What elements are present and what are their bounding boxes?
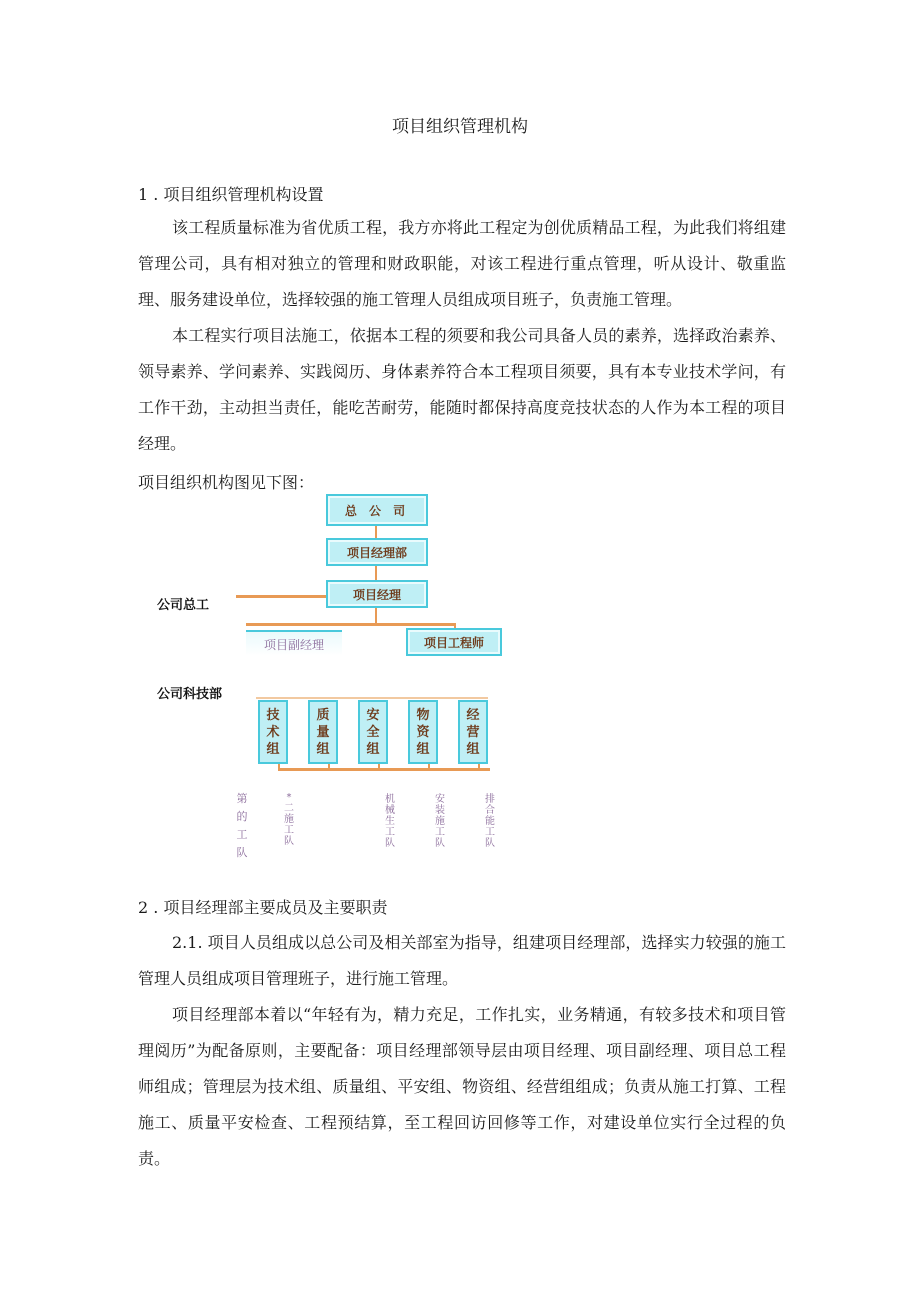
section1-paragraph-2: 本工程实行项目法施工，依据本工程的须要和我公司具备人员的素养，选择政治素养、领导素养、学问素养、实践阅历、身体素养符合本工程项目须要，具有本专业技术学问，有工作干劲，主动担当责任，能吃苦耐劳，能随时都保持高度竞技状态的人作为本工程的项目经理。	[138, 326, 786, 453]
connector-line	[256, 697, 488, 699]
team-label-5: 排合能工队	[485, 794, 495, 849]
chief-engineer-box: 项目工程师	[406, 628, 502, 656]
group-label: 安全组	[366, 707, 380, 757]
section1-heading: 1 . 项目组织管理机构设置	[138, 185, 324, 204]
group-label: 物资组	[416, 707, 430, 757]
project-manager-box: 项目经理	[326, 580, 428, 608]
section1-paragraph-1: 该工程质量标准为省优质工程，我方亦将此工程定为创优质精品工程，为此我们将组建管理公司，具有相对独立的管理和财政职能，对该工程进行重点管理，听从设计、敬重监理、服务建设单位，选择较强的施工管理人员组成项目班子，负责施工管理。	[138, 218, 786, 309]
group-label: 质量组	[316, 707, 330, 757]
team-label-2: *二施工队	[284, 792, 294, 847]
team-label-1: 第的工队	[236, 792, 248, 859]
connector-line	[375, 526, 377, 538]
connector-line	[375, 566, 377, 580]
group-label: 经营组	[466, 707, 480, 757]
connector-line	[236, 595, 328, 598]
connector-line	[246, 623, 456, 626]
head-office-box: 总 公 司	[326, 494, 428, 526]
team-label-3: 机械生工队	[385, 794, 395, 849]
connector-line	[278, 768, 490, 771]
page-title: 项目组织管理机构	[392, 117, 528, 137]
section2-heading: 2 . 项目经理部主要成员及主要职责	[138, 898, 388, 917]
section2-paragraph-1: 2.1. 项目人员组成以总公司及相关部室为指导，组建项目经理部，选择实力较强的施工管理人员组成项目管理班子，进行施工管理。	[138, 933, 786, 988]
team-label-4: 安装施工队	[435, 794, 445, 849]
connector-line	[375, 606, 377, 624]
group-box-quality	[308, 700, 338, 764]
company-chief-engineer-label: 公司总工	[157, 597, 210, 612]
project-dept-box: 项目经理部	[326, 538, 428, 566]
chart-intro: 项目组织机构图见下图：	[138, 473, 315, 492]
deputy-manager-box: 项目副经理	[246, 630, 342, 656]
group-box-materials	[408, 700, 438, 764]
group-box-tech	[258, 700, 288, 764]
group-label: 技术组	[266, 707, 280, 757]
group-box-safety	[358, 700, 388, 764]
company-tech-dept-label: 公司科技部	[157, 686, 223, 701]
section2-paragraph-2: 项目经理部本着以“年轻有为，精力充足，工作扎实，业务精通，有较多技术和项目管理阅历”为配备原则，主要配备：项目经理部领导层由项目经理、项目副经理、项目总工程师组成；管理层为技术组、质量组、平安组、物资组、经营组组成；负责从施工打算、工程施工、质量平安检查、工程预结算，至工程回访回修等工作，对建设单位实行全过程的负责。	[138, 1005, 786, 1168]
group-box-business	[458, 700, 488, 764]
